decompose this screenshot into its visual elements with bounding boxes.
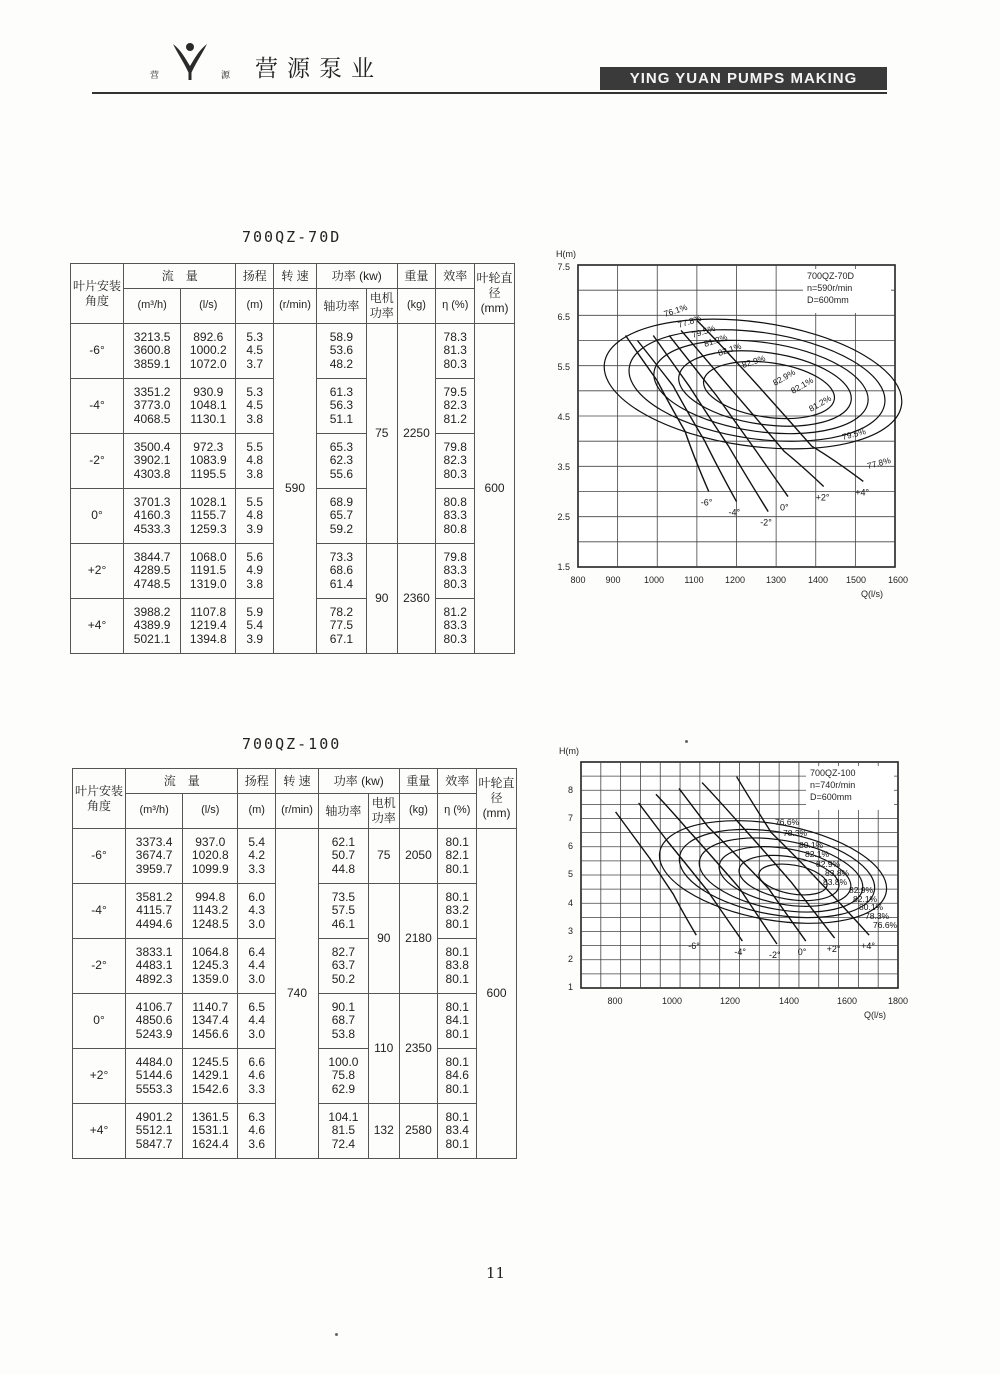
cell-efficiency: 80.1 83.8 80.1 <box>438 939 477 994</box>
header-power: 功率 (kw) <box>316 264 397 289</box>
legend-entry: D=600mm <box>810 792 852 802</box>
header-speed: 转 速 <box>276 769 319 794</box>
angle-label: +4° <box>855 487 870 498</box>
header-head-unit: (m) <box>236 289 274 324</box>
x-tick-label: 800 <box>570 575 586 585</box>
cell-weight: 2180 <box>399 884 438 994</box>
y-tick-label: 4.5 <box>557 412 570 422</box>
efficiency-label: 78.3% <box>865 911 890 921</box>
header-flow-ls: (l/s) <box>183 794 238 829</box>
performance-chart-2 <box>543 746 923 1024</box>
cell-flow-m3h: 3213.5 3600.8 3859.1 <box>124 324 181 379</box>
header-impeller: 叶轮直径 <box>476 271 513 300</box>
header-flow: 流 量 <box>126 769 238 794</box>
cell-flow-ls: 1028.1 1155.7 1259.3 <box>181 489 236 544</box>
cell-head: 5.4 4.2 3.3 <box>238 829 276 884</box>
performance-chart-2-svg <box>543 746 923 1024</box>
header-shaft-power: 轴功率 <box>316 289 366 324</box>
x-tick-label: 800 <box>607 996 623 1006</box>
cell-head: 5.3 4.5 3.8 <box>236 379 274 434</box>
header-flow-m3h: (m³/h) <box>124 289 181 324</box>
angle-label: -2° <box>760 517 772 528</box>
efficiency-label: 80.1% <box>799 840 824 850</box>
cell-shaft-power: 73.5 57.5 46.1 <box>318 884 368 939</box>
x-tick-label: 1800 <box>887 996 909 1006</box>
cell-blade-angle: -2° <box>73 939 126 994</box>
table-body-1 <box>71 324 515 654</box>
cell-efficiency: 80.1 82.1 80.1 <box>438 829 477 884</box>
cell-efficiency: 80.1 84.1 80.1 <box>438 994 477 1049</box>
cell-blade-angle: +2° <box>71 544 124 599</box>
cell-head: 5.9 5.4 3.9 <box>236 599 274 654</box>
table-body-2 <box>73 829 517 1159</box>
cell-head: 6.0 4.3 3.0 <box>238 884 276 939</box>
angle-label: 0° <box>797 947 807 958</box>
brand-name-en: YING YUAN PUMPS MAKING <box>600 67 887 90</box>
header-flow-m3h: (m³/h) <box>126 794 183 829</box>
header-motor-power: 电机功率 <box>368 794 399 829</box>
efficiency-label: 81.2% <box>702 331 729 349</box>
efficiency-label: 82.1% <box>716 340 743 358</box>
cell-efficiency: 80.1 83.4 80.1 <box>438 1104 477 1159</box>
header-efficiency-unit: η (%) <box>436 289 475 324</box>
header-impeller-unit: (mm) <box>482 806 511 820</box>
angle-label: -4° <box>734 947 746 958</box>
efficiency-label: 76.6% <box>775 817 800 827</box>
cell-flow-ls: 892.6 1000.2 1072.0 <box>181 324 236 379</box>
table-row <box>71 324 515 379</box>
cell-efficiency: 78.3 81.3 80.3 <box>436 324 475 379</box>
header-head: 扬程 <box>236 264 274 289</box>
cell-flow-m3h: 3988.2 4389.9 5021.1 <box>124 599 181 654</box>
cell-flow-ls: 1107.8 1219.4 1394.8 <box>181 599 236 654</box>
x-axis-label: Q(l/s) <box>861 589 883 599</box>
efficiency-label: 79.5% <box>840 426 867 442</box>
y-tick-label: 6 <box>567 841 573 851</box>
header-impeller: 叶轮直径 <box>478 776 515 805</box>
cell-shaft-power: 58.9 53.6 48.2 <box>316 324 366 379</box>
cell-flow-ls: 1140.7 1347.4 1456.6 <box>183 994 238 1049</box>
angle-label: +2° <box>826 944 841 955</box>
efficiency-label: 76.6% <box>873 920 898 930</box>
header-speed-unit: (r/min) <box>274 289 317 324</box>
cell-flow-m3h: 3351.2 3773.0 4068.5 <box>124 379 181 434</box>
cell-blade-angle: +4° <box>73 1104 126 1159</box>
cell-blade-angle: -2° <box>71 434 124 489</box>
y-tick-label: 8 <box>567 785 573 795</box>
cell-weight: 2050 <box>399 829 438 884</box>
spec-table-1 <box>70 263 515 654</box>
cell-shaft-power: 68.9 65.7 59.2 <box>316 489 366 544</box>
y-tick-label: 2.5 <box>557 512 570 522</box>
cell-head: 6.5 4.4 3.0 <box>238 994 276 1049</box>
scan-speck <box>685 740 688 743</box>
cell-shaft-power: 62.1 50.7 44.8 <box>318 829 368 884</box>
y-tick-label: 5.5 <box>557 362 570 372</box>
header-flow-ls: (l/s) <box>181 289 236 324</box>
y-tick-label: 7.5 <box>557 262 570 272</box>
efficiency-label: 82.9% <box>771 367 797 388</box>
header-weight: 重量 <box>397 264 436 289</box>
cell-speed: 740 <box>276 829 319 1159</box>
y-tick-label: 6.5 <box>557 312 570 322</box>
cell-head: 6.6 4.6 3.3 <box>238 1049 276 1104</box>
cell-head: 5.5 4.8 3.9 <box>236 489 274 544</box>
cell-efficiency: 81.2 83.3 80.3 <box>436 599 475 654</box>
cell-head: 6.4 4.4 3.0 <box>238 939 276 994</box>
cell-impeller: 600 <box>477 829 517 1159</box>
cell-weight: 2350 <box>399 994 438 1104</box>
cell-weight: 2250 <box>397 324 436 544</box>
x-tick-label: 1300 <box>765 575 787 585</box>
header-impeller-unit: (mm) <box>480 301 509 315</box>
efficiency-label: 77.8% <box>865 455 892 471</box>
cell-efficiency: 79.8 83.3 80.3 <box>436 544 475 599</box>
spec-table-2 <box>72 768 517 1159</box>
cell-shaft-power: 73.3 68.6 61.4 <box>316 544 366 599</box>
cell-flow-ls: 930.9 1048.1 1130.1 <box>181 379 236 434</box>
cell-blade-angle: -6° <box>73 829 126 884</box>
cell-blade-angle: -4° <box>71 379 124 434</box>
angle-label: +2° <box>815 492 830 503</box>
cell-efficiency: 80.1 84.6 80.1 <box>438 1049 477 1104</box>
header-efficiency-unit: η (%) <box>438 794 477 829</box>
x-tick-label: 1600 <box>836 996 858 1006</box>
header-power: 功率 (kw) <box>318 769 399 794</box>
brand-name-cn: 营源泵业 <box>255 56 383 82</box>
angle-label: -4° <box>728 507 741 518</box>
cell-blade-angle: +2° <box>73 1049 126 1104</box>
performance-chart-1-svg <box>543 244 923 606</box>
legend-entry: n=740r/min <box>810 780 856 790</box>
model-title-2: 700QZ-100 <box>242 735 342 753</box>
legend-entry: 700QZ-70D <box>807 271 855 281</box>
header-shaft-power: 轴功率 <box>318 794 368 829</box>
cell-efficiency: 80.8 83.3 80.8 <box>436 489 475 544</box>
header-weight-unit: (kg) <box>397 289 436 324</box>
cell-motor-power: 75 <box>368 829 399 884</box>
cell-flow-ls: 1068.0 1191.5 1319.0 <box>181 544 236 599</box>
x-tick-label: 1200 <box>724 575 746 585</box>
cell-flow-ls: 937.0 1020.8 1099.9 <box>183 829 238 884</box>
cell-weight: 2580 <box>399 1104 438 1159</box>
x-tick-label: 1400 <box>778 996 800 1006</box>
angle-label: -6° <box>688 941 700 952</box>
cell-blade-angle: 0° <box>73 994 126 1049</box>
cell-flow-m3h: 4901.2 5512.1 5847.7 <box>126 1104 183 1159</box>
angle-label: -6° <box>700 497 713 508</box>
page-number: 11 <box>486 1264 506 1282</box>
cell-flow-m3h: 3581.2 4115.7 4494.6 <box>126 884 183 939</box>
cell-motor-power: 75 <box>366 324 397 544</box>
cell-flow-m3h: 3833.1 4483.1 4892.3 <box>126 939 183 994</box>
cell-efficiency: 79.8 82.3 80.3 <box>436 434 475 489</box>
efficiency-label: 79.5% <box>690 322 717 340</box>
cell-flow-ls: 1064.8 1245.3 1359.0 <box>183 939 238 994</box>
x-tick-label: 1200 <box>719 996 741 1006</box>
angle-label: 0° <box>780 502 789 513</box>
cell-motor-power: 110 <box>368 994 399 1104</box>
y-tick-label: 7 <box>567 813 573 823</box>
x-tick-label: 1500 <box>845 575 867 585</box>
efficiency-label: 78.3% <box>783 828 808 838</box>
angle-label: +4° <box>861 941 876 952</box>
company-logo-icon <box>165 38 215 82</box>
y-tick-label: 2 <box>567 954 573 964</box>
cell-motor-power: 90 <box>368 884 399 994</box>
header-speed: 转 速 <box>274 264 317 289</box>
model-title-1: 700QZ-70D <box>242 228 342 246</box>
header-weight-unit: (kg) <box>399 794 438 829</box>
legend-entry: n=590r/min <box>807 283 853 293</box>
efficiency-label: 82.9% <box>740 352 767 370</box>
header-efficiency: 效率 <box>438 769 477 794</box>
efficiency-label: 83.8% <box>825 868 850 878</box>
legend-entry: D=600mm <box>807 295 849 305</box>
efficiency-label: 83.8% <box>823 877 848 887</box>
angle-label: -2° <box>768 949 781 960</box>
efficiency-label: 82.1% <box>805 849 830 859</box>
cell-impeller: 600 <box>475 324 515 654</box>
x-axis-label: Q(l/s) <box>864 1010 886 1020</box>
header-head-unit: (m) <box>238 794 276 829</box>
header-divider <box>92 92 887 94</box>
efficiency-label: 80.1% <box>859 902 884 912</box>
scan-speck <box>335 1333 338 1336</box>
cell-flow-m3h: 4106.7 4850.6 5243.9 <box>126 994 183 1049</box>
header-speed-unit: (r/min) <box>276 794 319 829</box>
x-tick-label: 1400 <box>807 575 829 585</box>
x-tick-label: 1600 <box>887 575 909 585</box>
header-efficiency: 效率 <box>436 264 475 289</box>
efficiency-label: 82.9% <box>849 885 874 895</box>
cell-shaft-power: 61.3 56.3 51.1 <box>316 379 366 434</box>
cell-weight: 2360 <box>397 544 436 654</box>
x-tick-label: 1000 <box>643 575 665 585</box>
cell-shaft-power: 65.3 62.3 55.6 <box>316 434 366 489</box>
cell-flow-ls: 1245.5 1429.1 1542.6 <box>183 1049 238 1104</box>
cell-shaft-power: 78.2 77.5 67.1 <box>316 599 366 654</box>
cell-flow-ls: 1361.5 1531.1 1624.4 <box>183 1104 238 1159</box>
cell-flow-m3h: 3701.3 4160.3 4533.3 <box>124 489 181 544</box>
logo-left-char: 营 <box>150 71 160 81</box>
cell-head: 5.3 4.5 3.7 <box>236 324 274 379</box>
cell-head: 5.6 4.9 3.8 <box>236 544 274 599</box>
cell-efficiency: 80.1 83.2 80.1 <box>438 884 477 939</box>
cell-flow-m3h: 3373.4 3674.7 3959.7 <box>126 829 183 884</box>
cell-motor-power: 132 <box>368 1104 399 1159</box>
efficiency-label: 81.2% <box>807 393 833 414</box>
cell-shaft-power: 90.1 68.7 53.8 <box>318 994 368 1049</box>
efficiency-label: 76.1% <box>662 301 689 319</box>
y-tick-label: 1.5 <box>557 562 570 572</box>
y-tick-label: 3 <box>567 926 573 936</box>
efficiency-label: 82.1% <box>789 375 815 396</box>
y-tick-label: 5 <box>567 869 573 879</box>
x-tick-label: 1100 <box>684 575 704 585</box>
cell-motor-power: 90 <box>366 544 397 654</box>
x-tick-label: 1000 <box>661 996 683 1006</box>
table-row <box>73 829 517 884</box>
y-tick-label: 4 <box>567 898 573 908</box>
cell-blade-angle: 0° <box>71 489 124 544</box>
cell-flow-m3h: 4484.0 5144.6 5553.3 <box>126 1049 183 1104</box>
cell-speed: 590 <box>274 324 317 654</box>
cell-flow-ls: 972.3 1083.9 1195.5 <box>181 434 236 489</box>
header-flow: 流 量 <box>124 264 236 289</box>
header-blade-angle: 叶片安装角度 <box>73 769 126 829</box>
header-head: 扬程 <box>238 769 276 794</box>
legend-entry: 700QZ-100 <box>810 768 856 778</box>
efficiency-label: 77.8% <box>676 312 703 330</box>
y-axis-label: H(m) <box>559 746 579 756</box>
efficiency-label: 82.9% <box>816 859 841 869</box>
logo-right-char: 源 <box>221 71 231 81</box>
y-axis-label: H(m) <box>556 249 576 259</box>
header-motor-power: 电机功率 <box>366 289 397 324</box>
cell-flow-m3h: 3844.7 4289.5 4748.5 <box>124 544 181 599</box>
cell-flow-m3h: 3500.4 3902.1 4303.8 <box>124 434 181 489</box>
y-tick-label: 1 <box>567 982 573 992</box>
cell-head: 6.3 4.6 3.6 <box>238 1104 276 1159</box>
cell-blade-angle: -4° <box>73 884 126 939</box>
cell-efficiency: 79.5 82.3 81.2 <box>436 379 475 434</box>
header-blade-angle: 叶片安装角度 <box>71 264 124 324</box>
y-tick-label: 3.5 <box>557 462 570 472</box>
cell-shaft-power: 100.0 75.8 62.9 <box>318 1049 368 1104</box>
cell-flow-ls: 994.8 1143.2 1248.5 <box>183 884 238 939</box>
cell-shaft-power: 82.7 63.7 50.2 <box>318 939 368 994</box>
cell-blade-angle: +4° <box>71 599 124 654</box>
cell-shaft-power: 104.1 81.5 72.4 <box>318 1104 368 1159</box>
cell-blade-angle: -6° <box>71 324 124 379</box>
x-tick-label: 900 <box>605 575 621 585</box>
performance-chart-1 <box>543 244 923 606</box>
cell-head: 5.5 4.8 3.8 <box>236 434 274 489</box>
header-weight: 重量 <box>399 769 438 794</box>
efficiency-label: 82.1% <box>853 894 878 904</box>
